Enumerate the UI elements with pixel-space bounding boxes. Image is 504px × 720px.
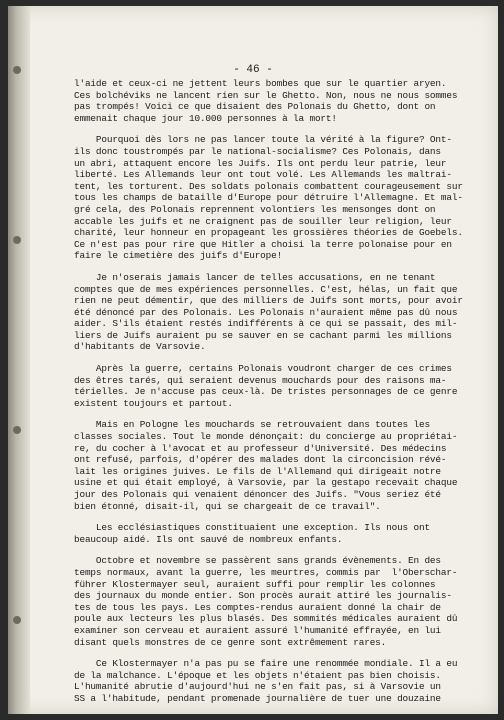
paragraph (74, 658, 474, 704)
text-line: gré cela, des Polonais reprennent volontiers les mensonges dont on (74, 203, 436, 215)
paragraph (74, 555, 474, 648)
text-line: ils donc toustrompés par le national-socialisme? Ces Polonais, dans (74, 145, 441, 157)
text-line: térielles. Je n'accuse pas ceux-là. De tristes personnages de ce genre (74, 386, 458, 398)
text-line: Ce Klostermayer n'a pas pu se faire une renommée mondiale. Il a eu (74, 658, 458, 670)
text-line: pas trompés! Voici ce que disaient des Polonais du Ghetto, dont on (74, 101, 436, 113)
text-line: Octobre et novembre se passèrent sans grands évènements. En des (74, 555, 441, 567)
text-line: tous les champs de bataille d'Europe pour détruire l'Allemagne. Et mal- (74, 192, 463, 204)
text-line: examiner son cerveau et auraient assuré l'humanité effrayée, en lui (74, 624, 441, 636)
text-line: ont refusé, parfois, d'opérer des malades dont la circoncision révé- (74, 454, 447, 466)
text-line: faire le cimetière des juifs d'Europe! (74, 250, 283, 262)
document-body (74, 78, 474, 714)
text-line: re, du cocher à l'avocat et au professeur d'Université. Des médecins (74, 442, 447, 454)
paragraph (74, 419, 474, 512)
text-line: existent toujours et partout. (74, 397, 233, 409)
text-line: Pourquoi dès lors ne pas lancer toute la vérité à la figure? Ont- (74, 134, 452, 146)
text-line: d'habitants de Varsovie. (74, 341, 206, 353)
text-line: rien ne peut démentir, que des milliers de Juifs sont morts, pour avoir (74, 295, 463, 307)
text-line: comptes que de mes expériences personnelles. C'est, hélas, un fait que (74, 283, 458, 295)
paragraph (74, 78, 474, 124)
page-binding (8, 6, 30, 714)
paragraph (74, 522, 474, 545)
text-line: tes de tous les pays. Les comptes-rendus auraient donné la chair de (74, 601, 441, 613)
text-line: jour des Polonais qui venaient dénoncer des Juifs. "Vous seriez été (74, 489, 441, 500)
text-line: emmenait chaque jour 10.000 personnes à la mort! (74, 112, 337, 124)
text-line: Après la guerre, certains Polonais voudront charger de ces crimes (74, 363, 452, 375)
text-line: bien étonné, disait-il, qui se chargeait de ce travail". (74, 500, 381, 512)
text-line: poule aux lecteurs les plus blasés. Des sommités médicales auraient dû (74, 613, 458, 625)
binding-hole (13, 616, 21, 624)
text-line: Ce n'est pas pour rire que Hitler a choisi la terre polonaise pour en (74, 238, 452, 250)
text-line: führer Klostermayer seul, auraient suffi pour remplir les colonnes (74, 578, 436, 590)
paragraph (74, 272, 474, 353)
text-line: un abri, attaquent encore les Juifs. Ils ont perdu leur patrie, leur (74, 157, 447, 169)
text-line: des journaux du monde entier. Son procès aurait attiré les journalis- (74, 590, 452, 602)
text-line: temps normaux, avant la guerre, les meurtres, commis par l'Oberschar- (74, 566, 458, 578)
text-line: SS a l'habitude, pendant promenade journalière de tuer une douzaine (74, 692, 441, 704)
binding-hole (13, 236, 21, 244)
text-line: L'humanité abrutie d'aujourd'hui ne s'en fait pas, si à Varsovie un (74, 681, 441, 693)
paragraph (74, 134, 474, 262)
text-line: liers de Juifs auraient pu se sauver en se cachant parmi les millions (74, 329, 452, 341)
text-line: Je n'oserais jamais lancer de telles accusations, en ne tenant (74, 271, 436, 283)
text-line: Les ecclésiastiques constituaient une exception. Ils nous ont (74, 522, 430, 534)
text-line: usine et qui était employé, à Varsovie, par la gestapo recevait chaque (74, 477, 458, 489)
text-line: lait les origines juives. Le fils de l'Allemand qui dirigeait notre (74, 465, 441, 477)
text-line: aider. S'ils étaient restés indifférents à ce qui se passait, des mil- (74, 318, 458, 330)
text-line: des êtres tarés, qui seraient devenus mouchards pour des raisons ma- (74, 374, 447, 386)
binding-hole (13, 426, 21, 434)
text-line: Ces bolchéviks ne lancent rien sur le Ghetto. Non, nous ne nous sommes (74, 89, 458, 101)
paragraph (74, 363, 474, 409)
text-line: beaucoup aidé. Ils ont sauvé de nombreux enfants. (74, 533, 343, 545)
text-line: de la malchance. L'époque et les objets n'étaient pas bien choisis. (74, 669, 441, 681)
text-line: liberté. Les Allemands leur ont tout volé. Les Allemands les maltrai- (74, 169, 452, 181)
document-page (8, 6, 498, 714)
text-line: tent, les torturent. Des soldats polonais combattent courageusement sur (74, 180, 463, 192)
text-line: été dénoncé par des Polonais. Les Polonais n'auraient même pas dû nous (74, 306, 458, 318)
text-line: disant quels monstres de ce genre sont extrêmement rares. (74, 636, 387, 648)
text-line: Mais en Pologne les mouchards se retrouvaient dans toutes les (74, 419, 430, 431)
text-line: l'aide et ceux-ci ne jettent leurs bombes que sur le quartier aryen. (74, 78, 447, 89)
text-line: classes sociales. Tout le monde dénonçait: du concierge au propriétai- (74, 431, 458, 443)
text-line: charité, leur honneur en propageant les grossières théories de Goebels. (74, 227, 463, 239)
page-number: - 46 - (233, 64, 273, 76)
text-line: accable les juifs et ne craignent pas de souiller leur religion, leur (74, 215, 452, 227)
